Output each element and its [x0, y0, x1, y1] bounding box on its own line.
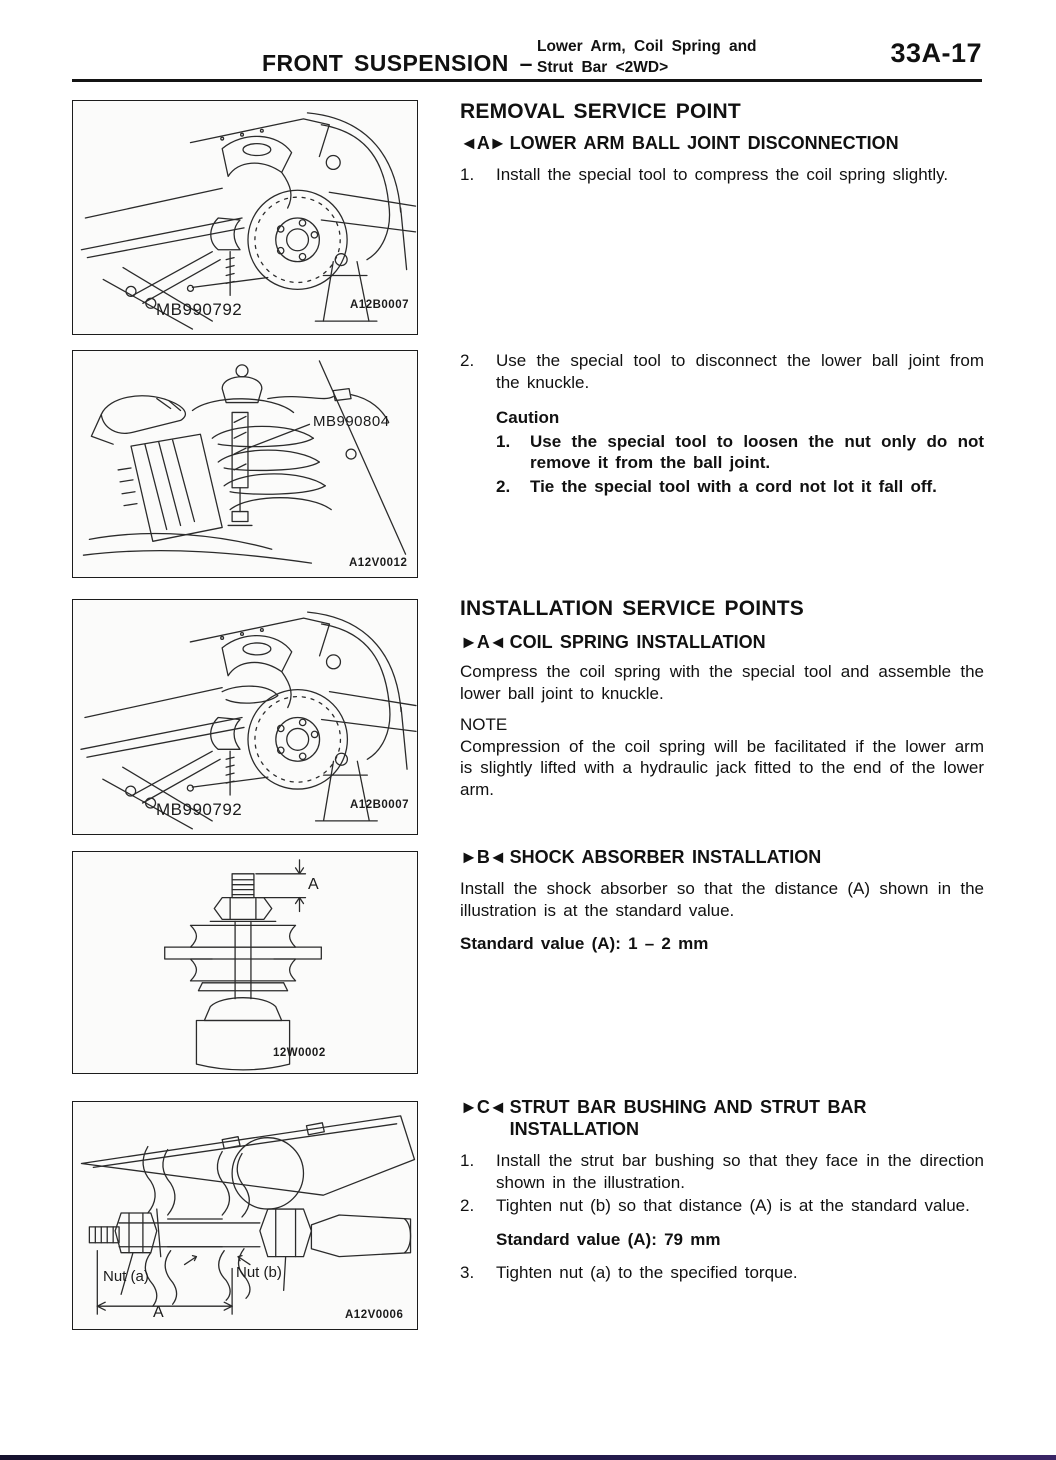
- viewer-bottom-bar: [0, 1455, 1056, 1460]
- installation-c-section: [460, 1096, 984, 1284]
- installation-b-subheading: [460, 846, 984, 868]
- figure-strut-bar: [72, 1101, 418, 1330]
- dimension-label: A: [153, 1304, 164, 1321]
- caution-item-1: [496, 431, 984, 474]
- figure-ball-joint-tool: [72, 350, 418, 578]
- step-number: 1.: [460, 1151, 475, 1170]
- service-point-marker-a: ►A◄: [460, 632, 506, 652]
- step-text: Use the special tool to disconnect the lower ball joint from the knuckle.: [496, 351, 984, 392]
- page-number: 33A-17: [890, 38, 982, 68]
- figure-ball-joint-disconnection-2: [72, 599, 418, 835]
- header-rule: [72, 79, 982, 82]
- installation-title: INSTALLATION SERVICE POINTS: [460, 597, 804, 620]
- nut-b-label: Nut (b): [236, 1264, 282, 1281]
- caution-block: [496, 407, 984, 497]
- step-text: Tighten nut (a) to the specified torque.: [496, 1263, 798, 1282]
- figure-shock-absorber-mount: [72, 851, 418, 1074]
- figure-ball-joint-disconnection-1: [72, 100, 418, 335]
- figure-code: A12B0007: [350, 299, 409, 311]
- caution-number: 2.: [496, 476, 511, 496]
- caution-number: 1.: [496, 431, 511, 451]
- removal-section: [460, 100, 984, 186]
- removal-subheading-label: LOWER ARM BALL JOINT DISCONNECTION: [509, 133, 899, 153]
- installation-c-step-3: [460, 1262, 984, 1284]
- installation-b-label: SHOCK ABSORBER INSTALLATION: [509, 847, 822, 867]
- page-subtitle: [537, 36, 757, 78]
- installation-c-label: [510, 1096, 867, 1140]
- installation-a-label: COIL SPRING INSTALLATION: [509, 632, 766, 652]
- removal-step-2-block: [460, 350, 984, 497]
- service-point-marker-c: ►C◄: [460, 1097, 506, 1117]
- removal-title: REMOVAL SERVICE POINT: [460, 100, 741, 123]
- special-tool-label: MB990804: [313, 413, 390, 430]
- installation-a-paragraph: Compress the coil spring with the special tool and assemble the lower ball joint to knuckle.: [460, 662, 984, 703]
- caution-title: Caution: [496, 408, 560, 427]
- caution-text: Use the special tool to loosen the nut only do not remove it from the ball joint.: [530, 431, 984, 472]
- step-number: 1.: [460, 165, 475, 184]
- page-title: FRONT SUSPENSION –: [262, 50, 533, 76]
- standard-value-a: Standard value (A): 1 – 2 mm: [460, 934, 709, 953]
- service-point-marker-a: ◄A►: [460, 133, 506, 153]
- installation-section: [460, 597, 984, 800]
- installation-a-subheading: [460, 631, 984, 653]
- caution-item-2: [496, 476, 984, 498]
- service-point-marker-b: ►B◄: [460, 847, 506, 867]
- installation-c-subheading: [460, 1096, 984, 1140]
- step-number: 2.: [460, 1196, 475, 1215]
- installation-b-paragraph: Install the shock absorber so that the distance (A) shown in the illustration is at the standard value.: [460, 879, 984, 920]
- strut-bar-illustration: [73, 1102, 417, 1329]
- figure-code: A12B0007: [350, 799, 409, 811]
- step-number: 3.: [460, 1263, 475, 1282]
- note-text: Compression of the coil spring will be facilitated if the lower arm is slightly lifted with a hydraulic jack fitted to the end of the lower arm.: [460, 736, 984, 799]
- standard-value-c: Standard value (A): 79 mm: [496, 1229, 721, 1249]
- ball-joint-tool-illustration: [73, 351, 417, 577]
- installation-c-step-2: [460, 1195, 984, 1217]
- step-text: Install the strut bar bushing so that they face in the direction shown in the illustration.: [496, 1151, 984, 1192]
- caution-text: Tie the special tool with a cord not lot it fall off.: [530, 476, 937, 496]
- note-title: NOTE: [460, 715, 508, 734]
- dimension-label: A: [308, 876, 319, 893]
- page-subtitle-line2: Strut Bar <2WD>: [537, 59, 669, 76]
- installation-c-label-line1: STRUT BAR BUSHING AND STRUT BAR: [509, 1097, 867, 1117]
- page-subtitle-line1: Lower Arm, Coil Spring and: [537, 38, 757, 55]
- special-tool-label: MB990792: [156, 300, 243, 319]
- removal-subheading: [460, 132, 984, 154]
- installation-b-section: [460, 846, 984, 955]
- special-tool-label: MB990792: [156, 800, 243, 819]
- installation-c-label-line2: INSTALLATION: [509, 1119, 639, 1139]
- figure-code: A12V0012: [349, 557, 408, 569]
- nut-a-label: Nut (a): [103, 1268, 149, 1285]
- removal-step-1: [460, 164, 984, 186]
- step-text: Install the special tool to compress the coil spring slightly.: [496, 165, 949, 184]
- figure-code: 12W0002: [273, 1047, 326, 1059]
- installation-c-step-1: [460, 1150, 984, 1193]
- shock-absorber-illustration: [73, 852, 417, 1073]
- step-text: Tighten nut (b) so that distance (A) is at the standard value.: [496, 1196, 970, 1215]
- removal-step-2: [460, 350, 984, 393]
- step-number: 2.: [460, 351, 475, 370]
- figure-code: A12V0006: [345, 1309, 404, 1321]
